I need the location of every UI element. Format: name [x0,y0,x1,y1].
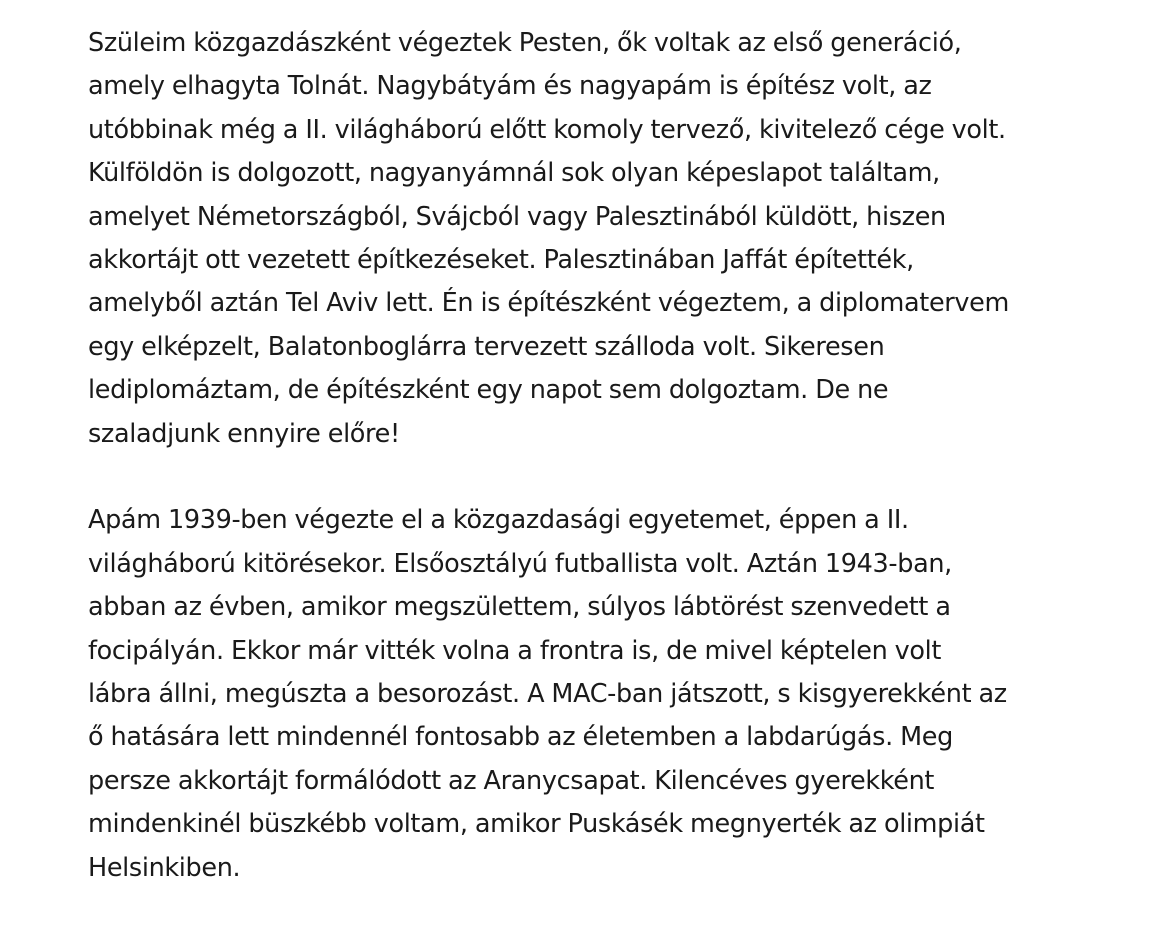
text-line: ő hatására lett mindennél fontosabb az életemben a labdarúgás. Meg [88,722,953,753]
text-line: Külföldön is dolgozott, nagyanyámnál sok olyan képeslapot találtam, [88,158,940,189]
text-line: világháború kitörésekor. Elsőosztályú futballista volt. Aztán 1943-ban, [88,548,952,579]
text-line: akkortájt ott vezetett építkezéseket. Palesztinában Jaffát építették, [88,245,914,276]
text-line: lábra állni, megúszta a besorozást. A MAC-ban játszott, s kisgyerekként az [88,679,1007,710]
text-line: abban az évben, amikor megszülettem, súlyos lábtörést szenvedett a [88,592,951,623]
text-line: szaladjunk ennyire előre! [88,418,400,449]
text-line: focipályán. Ekkor már vitték volna a frontra is, de mivel képtelen volt [88,635,942,666]
text-line: amelyet Németországból, Svájcból vagy Palesztinából küldött, hiszen [88,201,946,232]
text-line: mindenkinél büszkébb voltam, amikor Puskásék megnyerték az olimpiát [88,809,985,840]
text-line: Szüleim közgazdászként végeztek Pesten, ők voltak az első generáció, [88,28,962,58]
paragraph-2 [88,499,1128,890]
text-line: egy elképzelt, Balatonboglárra tervezett szálloda volt. Sikeresen [88,331,885,362]
text-line: Apám 1939-ben végezte el a közgazdasági egyetemet, éppen a II. [88,505,909,536]
text-line: utóbbinak még a II. világháború előtt komoly tervező, kivitelező cége volt. [88,114,1006,145]
text-line: amely elhagyta Tolnát. Nagybátyám és nagyapám is építész volt, az [88,71,932,102]
text-line: lediplomáztam, de építészként egy napot sem dolgoztam. De ne [88,375,889,406]
text-line: persze akkortájt formálódott az Aranycsapat. Kilencéves gyerekként [88,765,935,796]
paragraph-1 [88,22,1128,456]
text-line: amelyből aztán Tel Aviv lett. Én is építészként végeztem, a diplomatervem [88,288,1009,319]
text-line: Helsinkiben. [88,852,241,883]
article-body [88,22,1128,934]
